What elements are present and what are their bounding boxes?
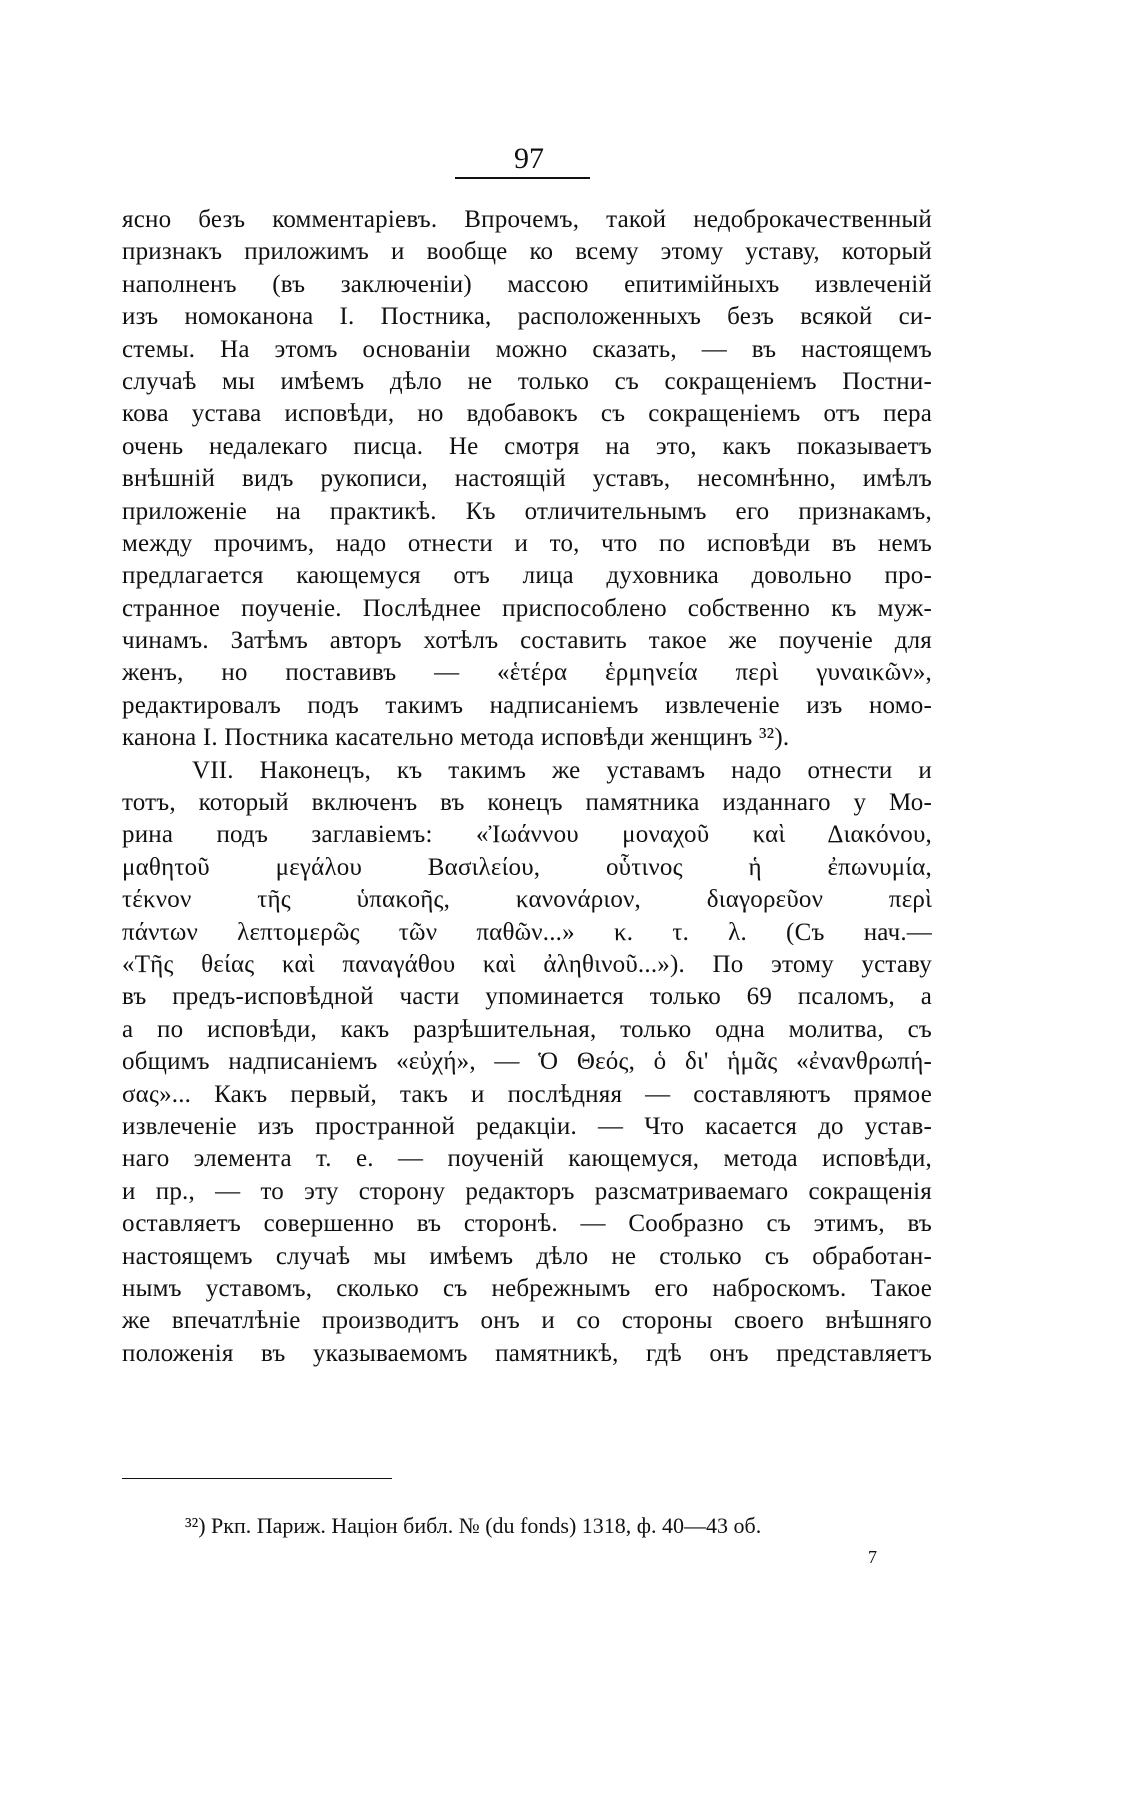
signature-mark: 7 [868,1547,877,1567]
paragraph-start-line: VII. Наконецъ, къ такимъ же уставамъ надо отнести и [192,756,932,784]
text-line: странное поученіе. Послѣднее приспособлено собственно къ муж- [122,594,932,622]
page-number-rule [455,177,590,179]
text-line: и пр., — то эту сторону редакторъ разсматриваемаго сокращенія [122,1177,932,1205]
text-line: общимъ надписаніемъ «εὐχή», — Ὁ Θεός, ὁ δι' ἡμᾶς «ἐνανθρωπή- [122,1048,932,1076]
text-line: «Τῆς θείας καὶ παναγάθου καὶ ἀληθινοῦ...»). По этому уставу [122,950,932,978]
text-line: очень недалекаго писца. Не смотря на это, какъ показываетъ [122,432,932,460]
text-line: кова устава исповѣди, но вдобавокъ съ сокращеніемъ отъ пера [122,400,932,428]
text-line: изъ номоканона І. Постника, расположенныхъ безъ всякой си- [122,303,932,331]
text-line: оставляетъ совершенно въ сторонѣ. — Сообразно съ этимъ, въ [122,1210,932,1238]
text-line: рина подъ заглавіемъ: «Ἰωάννου μοναχοῦ καὶ Διακόνου, [122,821,932,849]
text-line: нымъ уставомъ, сколько съ небрежнымъ его наброскомъ. Такое [122,1274,932,1302]
text-line: предлагается кающемуся отъ лица духовника довольно про- [122,562,932,590]
text-line: внѣшній видъ рукописи, настоящій уставъ, несомнѣнно, имѣлъ [122,465,932,493]
text-line: а по исповѣди, какъ разрѣшительная, только одна молитва, съ [122,1015,932,1043]
text-line: μαθητοῦ μεγάλου Βασιλείου, οὗτινος ἡ ἐπωνυμία, [122,853,932,881]
footnote: ³²) Ркп. Париж. Націон библ. № (du fonds) 1318, ф. 40—43 об. [185,1513,762,1538]
text-line: признакъ приложимъ и вообще ко всему этому уставу, который [122,238,932,266]
text-line: же впечатлѣніе производитъ онъ и со стороны своего внѣшняго [122,1307,932,1335]
text-line: положенія въ указываемомъ памятникѣ, гдѣ онъ представляетъ [122,1339,932,1367]
text-line: извлеченіе изъ пространной редакціи. — Что касается до устав- [122,1112,932,1140]
text-line: наго элемента т. е. — поученій кающемуся, метода исповѣди, [122,1145,932,1173]
text-line: случаѣ мы имѣемъ дѣло не только съ сокращеніемъ Постни- [122,367,932,395]
text-line: между прочимъ, надо отнести и то, что по исповѣди въ немъ [122,529,932,557]
body-text [122,204,932,1370]
text-line: редактировалъ подъ такимъ надписаніемъ извлеченіе изъ номо- [122,691,932,719]
text-line: наполненъ (въ заключеніи) массою епитимійныхъ извлеченій [122,270,932,298]
text-line: тотъ, который включенъ въ конецъ памятника изданнаго у Мо- [122,789,932,817]
text-line: τέκνον τῆς ὑπακοῆς, κανονάριον, διαγορεῦον περὶ [122,886,932,914]
text-line: стемы. На этомъ основаніи можно сказать, — въ настоящемъ [122,335,932,363]
page-number: 97 [514,142,544,175]
text-line: настоящемъ случаѣ мы имѣемъ дѣло не столько съ обработан- [122,1242,932,1270]
text-line: ясно безъ комментаріевъ. Впрочемъ, такой недоброкачественный [122,206,932,233]
text-line: σας»... Какъ первый, такъ и послѣдняя — составляютъ прямое [122,1080,932,1108]
text-line: въ предъ-исповѣдной части упоминается только 69 псаломъ, а [122,983,932,1011]
text-line: чинамъ. Затѣмъ авторъ хотѣлъ составить такое же поученіе для [122,627,932,655]
text-line: женъ, но поставивъ — «ἑτέρα ἑρμηνεία περὶ γυναικῶν», [122,659,932,687]
footnote-rule [122,1478,392,1479]
text-line: πάντων λεπτομερῶς τῶν παθῶν...» κ. τ. λ. (Съ нач.— [122,918,932,946]
text-line: канона І. Постника касательно метода исповѣди женщинъ ³²). [122,724,790,752]
text-line: приложеніе на практикѣ. Къ отличительнымъ его признакамъ, [122,497,932,525]
